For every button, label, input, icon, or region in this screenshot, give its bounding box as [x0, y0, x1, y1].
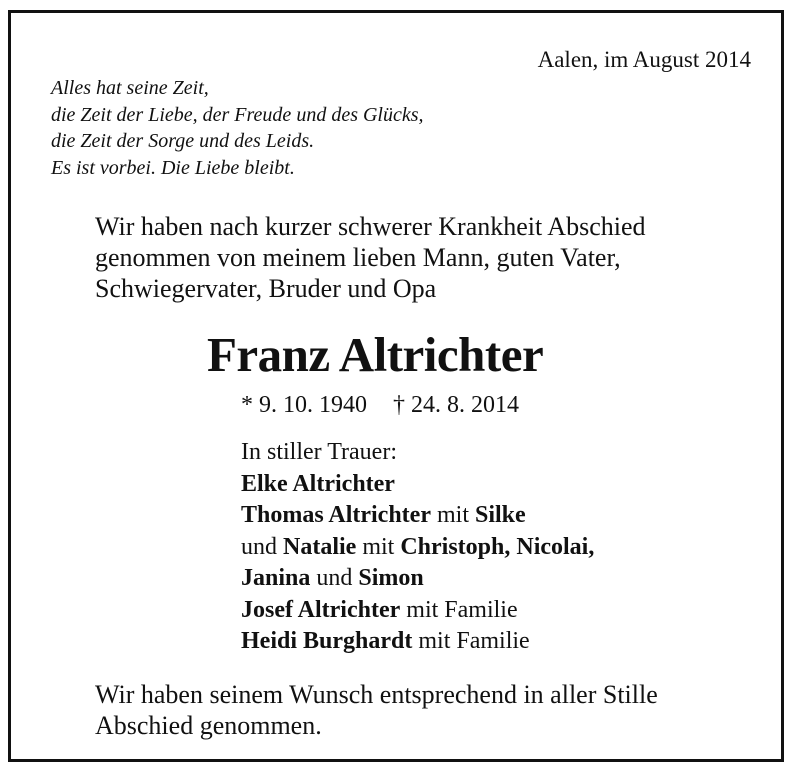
closing-text	[95, 679, 658, 741]
mourner-name: Elke Altrichter	[241, 470, 395, 497]
birth-date: * 9. 10. 1940	[241, 392, 367, 418]
mourner-line	[241, 563, 594, 595]
death-date: † 24. 8. 2014	[393, 392, 519, 418]
poem	[51, 75, 424, 181]
poem-line: Es ist vorbei. Die Liebe bleibt.	[51, 156, 295, 179]
closing-line: Wir haben seinem Wunsch entsprechend in aller Stille	[95, 680, 658, 709]
mourner-suffix: mit Familie	[406, 596, 518, 623]
intro-text	[95, 211, 646, 304]
mourner-joiner: und	[241, 533, 277, 560]
mourner-name: Heidi Burghardt	[241, 628, 413, 654]
mourner-line	[241, 500, 594, 532]
obituary-notice	[8, 10, 784, 762]
mourner-name: Janina	[241, 565, 311, 591]
mourner-name: Simon	[358, 565, 424, 591]
mourner-name: Silke	[475, 502, 526, 528]
life-dates	[241, 390, 519, 420]
poem-line: Alles hat seine Zeit,	[51, 77, 209, 99]
intro-line: Wir haben nach kurzer schwerer Krankheit Abschied	[95, 212, 646, 241]
poem-line: die Zeit der Liebe, der Freude und des Glücks,	[51, 103, 424, 126]
mourner-joiner: und	[316, 565, 353, 591]
deceased-name: Franz Altrichter	[207, 327, 544, 382]
mourners-heading: In stiller Trauer:	[241, 439, 397, 465]
mourner-name: Thomas Altrichter	[241, 502, 431, 528]
mourner-joiner: mit	[436, 502, 469, 528]
closing-line: Abschied genommen.	[95, 711, 322, 740]
intro-line: Schwiegervater, Bruder und Opa	[95, 274, 437, 303]
intro-line: genommen von meinem lieben Mann, guten Vater,	[95, 243, 621, 272]
place-date: Aalen, im August 2014	[537, 47, 751, 72]
mourner-joiner: mit	[362, 533, 395, 560]
mourner-suffix: mit Familie	[418, 628, 530, 654]
mourner-name: Josef Altrichter	[241, 596, 401, 623]
mourner-line	[241, 595, 594, 627]
poem-line: die Zeit der Sorge und des Leids.	[51, 130, 315, 152]
mourner-line	[241, 469, 594, 501]
mourner-name: Christoph, Nicolai,	[400, 533, 595, 560]
mourner-name: Natalie	[283, 533, 357, 560]
mourners-list	[241, 437, 594, 658]
mourner-line	[241, 532, 594, 564]
mourner-line	[241, 626, 594, 658]
